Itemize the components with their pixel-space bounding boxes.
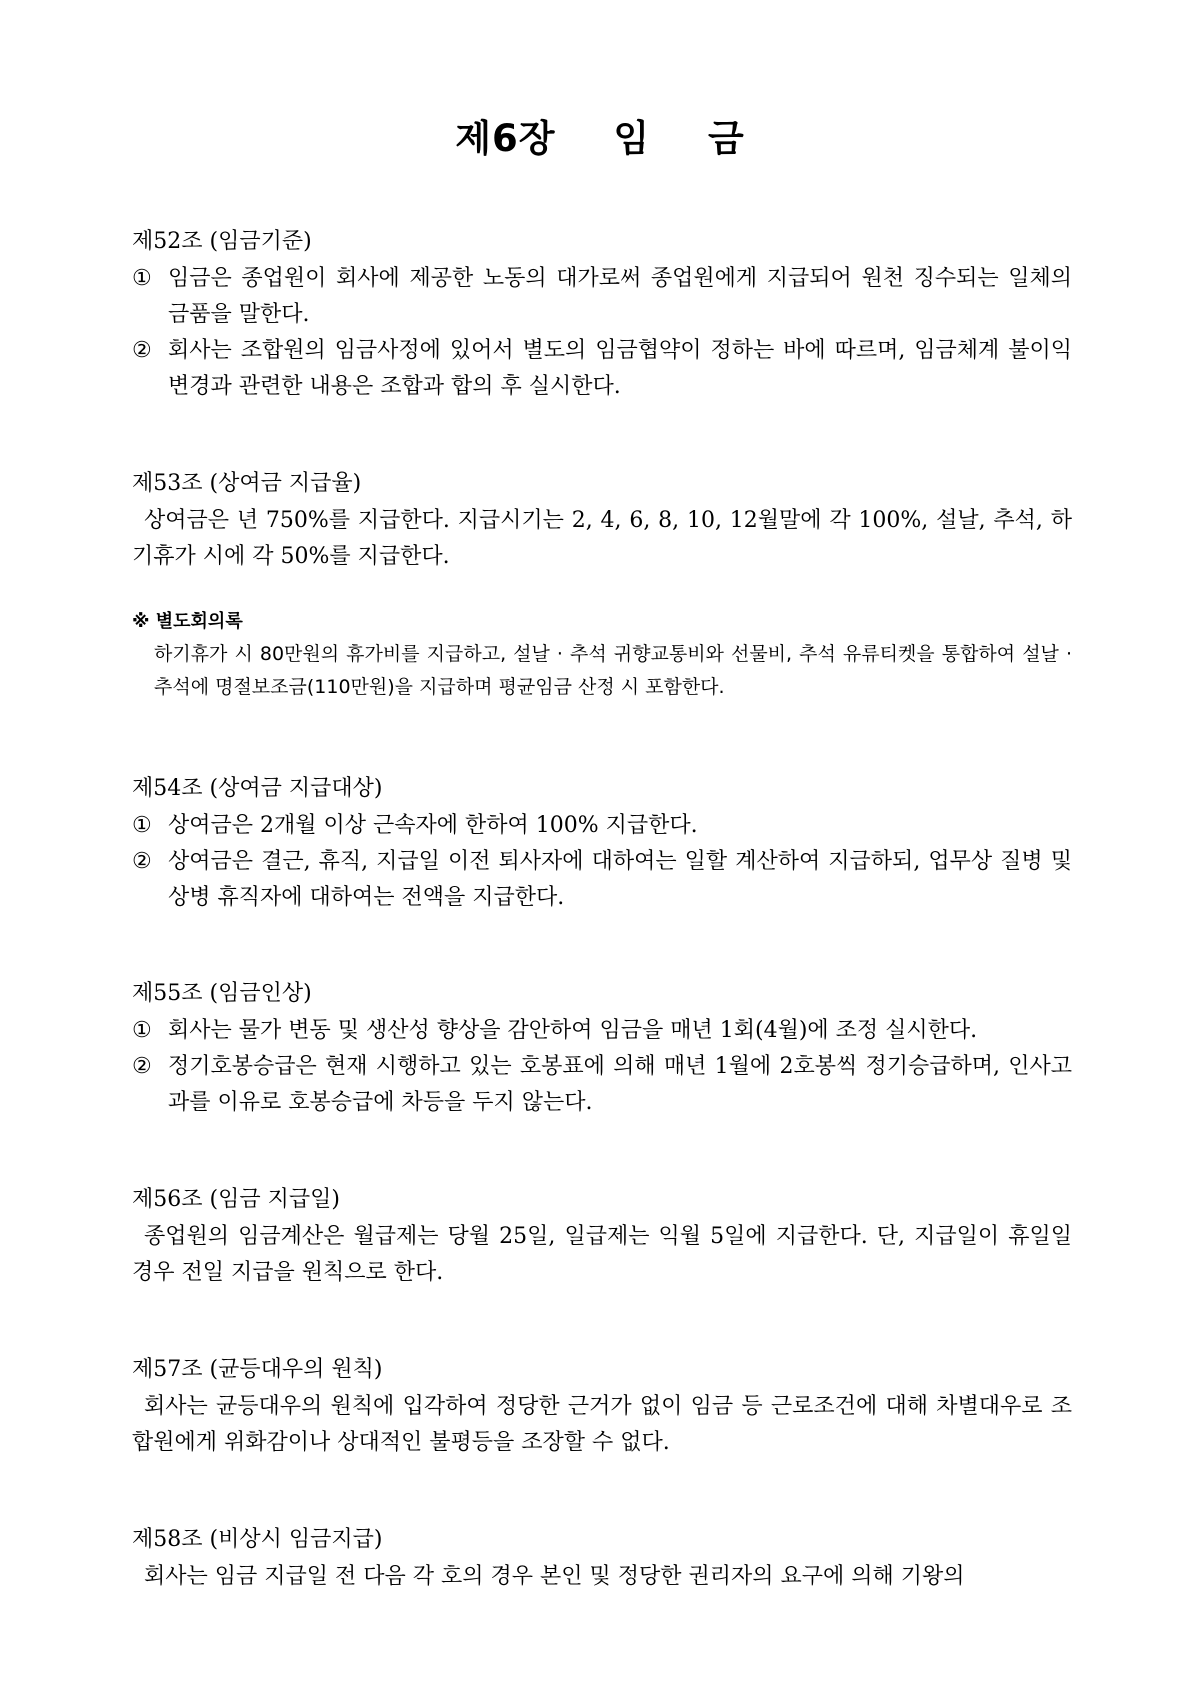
item-text: 회사는 조합원의 임금사정에 있어서 별도의 임금협약이 정하는 바에 따르며, 임금체계 불이익 변경과 관련한 내용은 조합과 합의 후 실시한다.: [168, 338, 1072, 399]
article-54-item-2: [132, 844, 1072, 916]
article-57-heading: 제57조 (균등대우의 원칙): [132, 1357, 383, 1382]
item-number: ②: [132, 1054, 152, 1079]
article-53-text: 상여금은 년 750%를 지급한다. 지급시기는 2, 4, 6, 8, 10, 12월말에 각 100%, 설날, 추석, 하기휴가 시에 각 50%를 지급한다.: [132, 508, 1072, 569]
item-text: 상여금은 2개월 이상 근속자에 한하여 100% 지급한다.: [168, 813, 698, 838]
article-56-text: 종업원의 임금계산은 월급제는 당월 25일, 일급제는 익월 5일에 지급한다. 단, 지급일이 휴일일 경우 전일 지급을 원칙으로 한다.: [132, 1224, 1072, 1285]
article-52-heading: 제52조 (임금기준): [132, 229, 312, 254]
note-text: 하기휴가 시 80만원의 휴가비를 지급하고, 설날 · 추석 귀향교통비와 선물비, 추석 유류티켓을 통합하여 설날 · 추석에 명절보조금(110만원)을 지급하며 평균임금 산정 시 포함한다.: [154, 643, 1072, 698]
article-58-heading: 제58조 (비상시 임금지급): [132, 1527, 383, 1552]
article-57-text: 회사는 균등대우의 원칙에 입각하여 정당한 근거가 없이 임금 등 근로조건에 대해 차별대우로 조합원에게 위화감이나 상대적인 불평등을 조장할 수 없다.: [132, 1394, 1072, 1455]
article-56-heading: 제56조 (임금 지급일): [132, 1187, 340, 1212]
article-54-item-1: [132, 808, 1072, 844]
item-number: ②: [132, 849, 152, 874]
article-55-heading: 제55조 (임금인상): [132, 981, 312, 1006]
article-54-heading: 제54조 (상여금 지급대상): [132, 776, 383, 801]
chapter-title: 제6장 임 금: [455, 117, 745, 160]
article-53-heading: 제53조 (상여금 지급율): [132, 471, 362, 496]
item-text: 회사는 물가 변동 및 생산성 향상을 감안하여 임금을 매년 1회(4월)에 조정 실시한다.: [168, 1018, 978, 1043]
article-52-item-2: [132, 333, 1072, 405]
item-number: ①: [132, 813, 152, 838]
item-text: 상여금은 결근, 휴직, 지급일 이전 퇴사자에 대하여는 일할 계산하여 지급하되, 업무상 질병 및 상병 휴직자에 대하여는 전액을 지급한다.: [168, 849, 1072, 910]
item-text: 임금은 종업원이 회사에 제공한 노동의 대가로써 종업원에게 지급되어 원천 징수되는 일체의 금품을 말한다.: [168, 266, 1072, 327]
item-number: ②: [132, 338, 152, 363]
item-text: 정기호봉승급은 현재 시행하고 있는 호봉표에 의해 매년 1월에 2호봉씩 정기승급하며, 인사고과를 이유로 호봉승급에 차등을 두지 않는다.: [168, 1054, 1072, 1115]
item-number: ①: [132, 266, 152, 291]
article-52-item-1: [132, 261, 1072, 333]
article-55-item-2: [132, 1049, 1072, 1121]
item-number: ①: [132, 1018, 152, 1043]
article-55-item-1: [132, 1013, 1072, 1049]
article-58-text: 회사는 임금 지급일 전 다음 각 호의 경우 본인 및 정당한 권리자의 요구에 의해 기왕의: [144, 1564, 965, 1589]
note-heading: ※ 별도회의록: [132, 611, 243, 632]
